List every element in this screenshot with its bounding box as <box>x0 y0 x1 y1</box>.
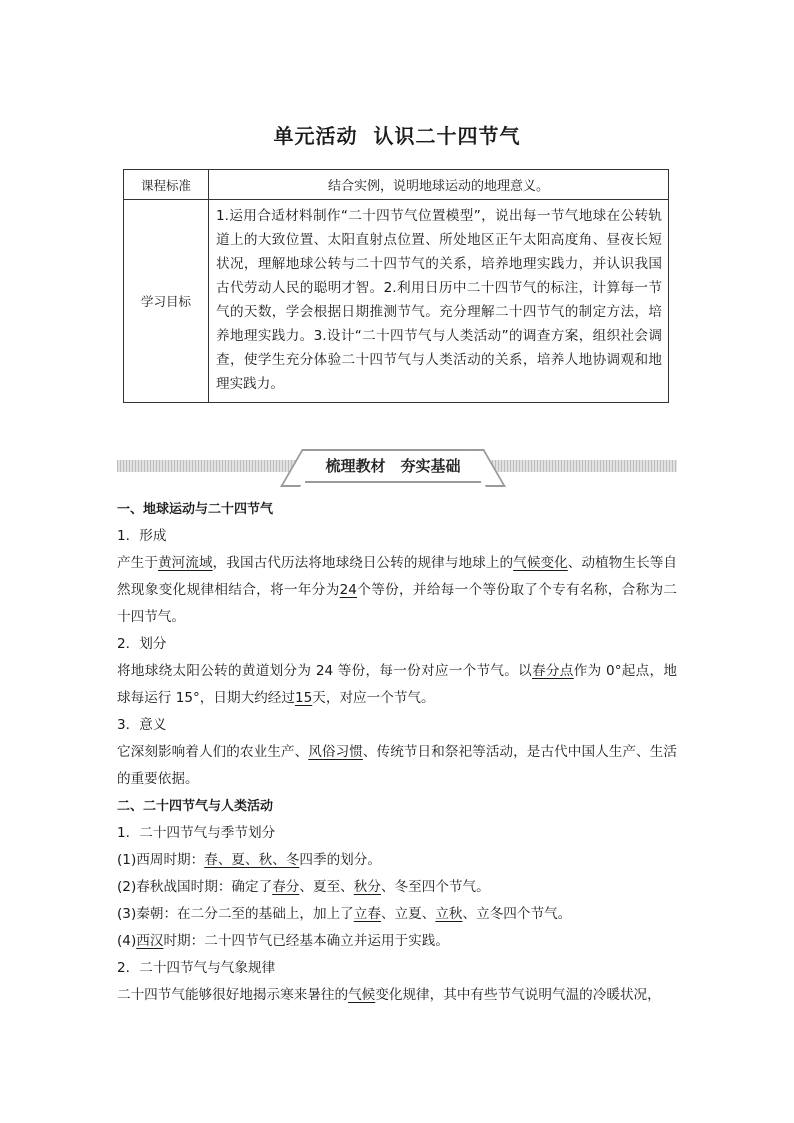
section-banner <box>117 441 677 485</box>
subsection-heading: 1．形成 <box>117 528 167 544</box>
standard-value: 结合实例，说明地球运动的地理意义。 <box>209 170 669 200</box>
answer-blank: 春、夏、秋、冬 <box>204 852 300 868</box>
title-part-2: 认识二十四节气 <box>373 124 521 148</box>
paragraph-significance: 它深刻影响着人们的农业生产、风俗习惯、传统节日和祭祀等活动，是古代中国人生产、生活的重要依据。 <box>117 744 678 787</box>
main-content <box>117 496 677 1009</box>
answer-blank: 15 <box>294 690 313 706</box>
section-heading: 二、二十四节气与人类活动 <box>117 799 274 814</box>
paragraph-formation: 产生于黄河流域，我国古代历法将地球绕日公转的规律与地球上的气候变化、动植物生长等自然现象变化规律相结合，将一年分为24个等份，并给每一个等份取了个专有名称，合称为二十四节气。 <box>117 555 678 625</box>
answer-blank: 24 <box>339 582 357 598</box>
banner-title: 梳理教材 夯实基础 <box>305 449 481 483</box>
paragraph-division: 将地球绕太阳公转的黄道划分为 24 等份，每一份对应一个节气。以春分点作为 0°起点，地球每运行 15°，日期大约经过15天，对应一个节气。 <box>117 663 677 706</box>
answer-blank: 春分 <box>272 879 300 895</box>
list-item: (4)西汉时期：二十四节气已经基本确立并运用于实践。 <box>117 933 449 949</box>
list-item: (2)春秋战国时期：确定了春分、夏至、秋分、冬至四个节气。 <box>117 879 490 895</box>
curriculum-table <box>123 169 669 403</box>
answer-blank: 气候 <box>348 987 376 1003</box>
answer-blank: 气候变化 <box>513 555 568 571</box>
list-item: (3)秦朝：在二分二至的基础上，加上了立春、立夏、立秋、立冬四个节气。 <box>117 906 572 922</box>
subsection-heading: 1．二十四节气与季节划分 <box>117 825 276 841</box>
standard-label: 课程标准 <box>124 170 209 200</box>
goals-label: 学习目标 <box>124 200 209 403</box>
goals-value: 1.运用合适材料制作“二十四节气位置模型”，说出每一节气地球在公转轨道上的大致位置、太阳直射点位置、所处地区正午太阳高度角、昼夜长短状况，理解地球公转与二十四节气的关系，培养地理实践力，并认识我国古代劳动人民的聪明才智。2.利用日历中二十四节气的标注，计算每一节气的天数，学会根据日期推测节气。充分理解二十四节气的制定方法，培养地理实践力。3.设计“二十四节气与人类活动”的调查方案，组织社会调查，使学生充分体验二十四节气与人类活动的关系，培养人地协调观和地理实践力。 <box>209 200 669 403</box>
answer-blank: 秋分 <box>353 879 381 895</box>
answer-blank: 立春 <box>353 906 381 922</box>
paragraph-weather: 二十四节气能够很好地揭示寒来暑往的气候变化规律，其中有些节气说明气温的冷暖状况， <box>117 987 661 1003</box>
subsection-heading: 3．意义 <box>117 717 167 733</box>
table-row <box>124 170 669 200</box>
answer-blank: 立秋 <box>435 906 463 922</box>
answer-blank: 西汉 <box>136 933 164 949</box>
table-row <box>124 200 669 403</box>
title-part-1: 单元活动 <box>273 124 358 148</box>
subsection-heading: 2．二十四节气与气象规律 <box>117 960 276 976</box>
subsection-heading: 2．划分 <box>117 636 167 652</box>
answer-blank: 风俗习惯 <box>308 744 363 760</box>
answer-blank: 黄河流域 <box>157 555 213 571</box>
answer-blank: 春分点 <box>532 663 574 679</box>
list-item: (1)西周时期：春、夏、秋、冬四季的划分。 <box>117 852 381 868</box>
section-heading: 一、地球运动与二十四节气 <box>117 502 274 517</box>
page-title <box>0 120 794 149</box>
